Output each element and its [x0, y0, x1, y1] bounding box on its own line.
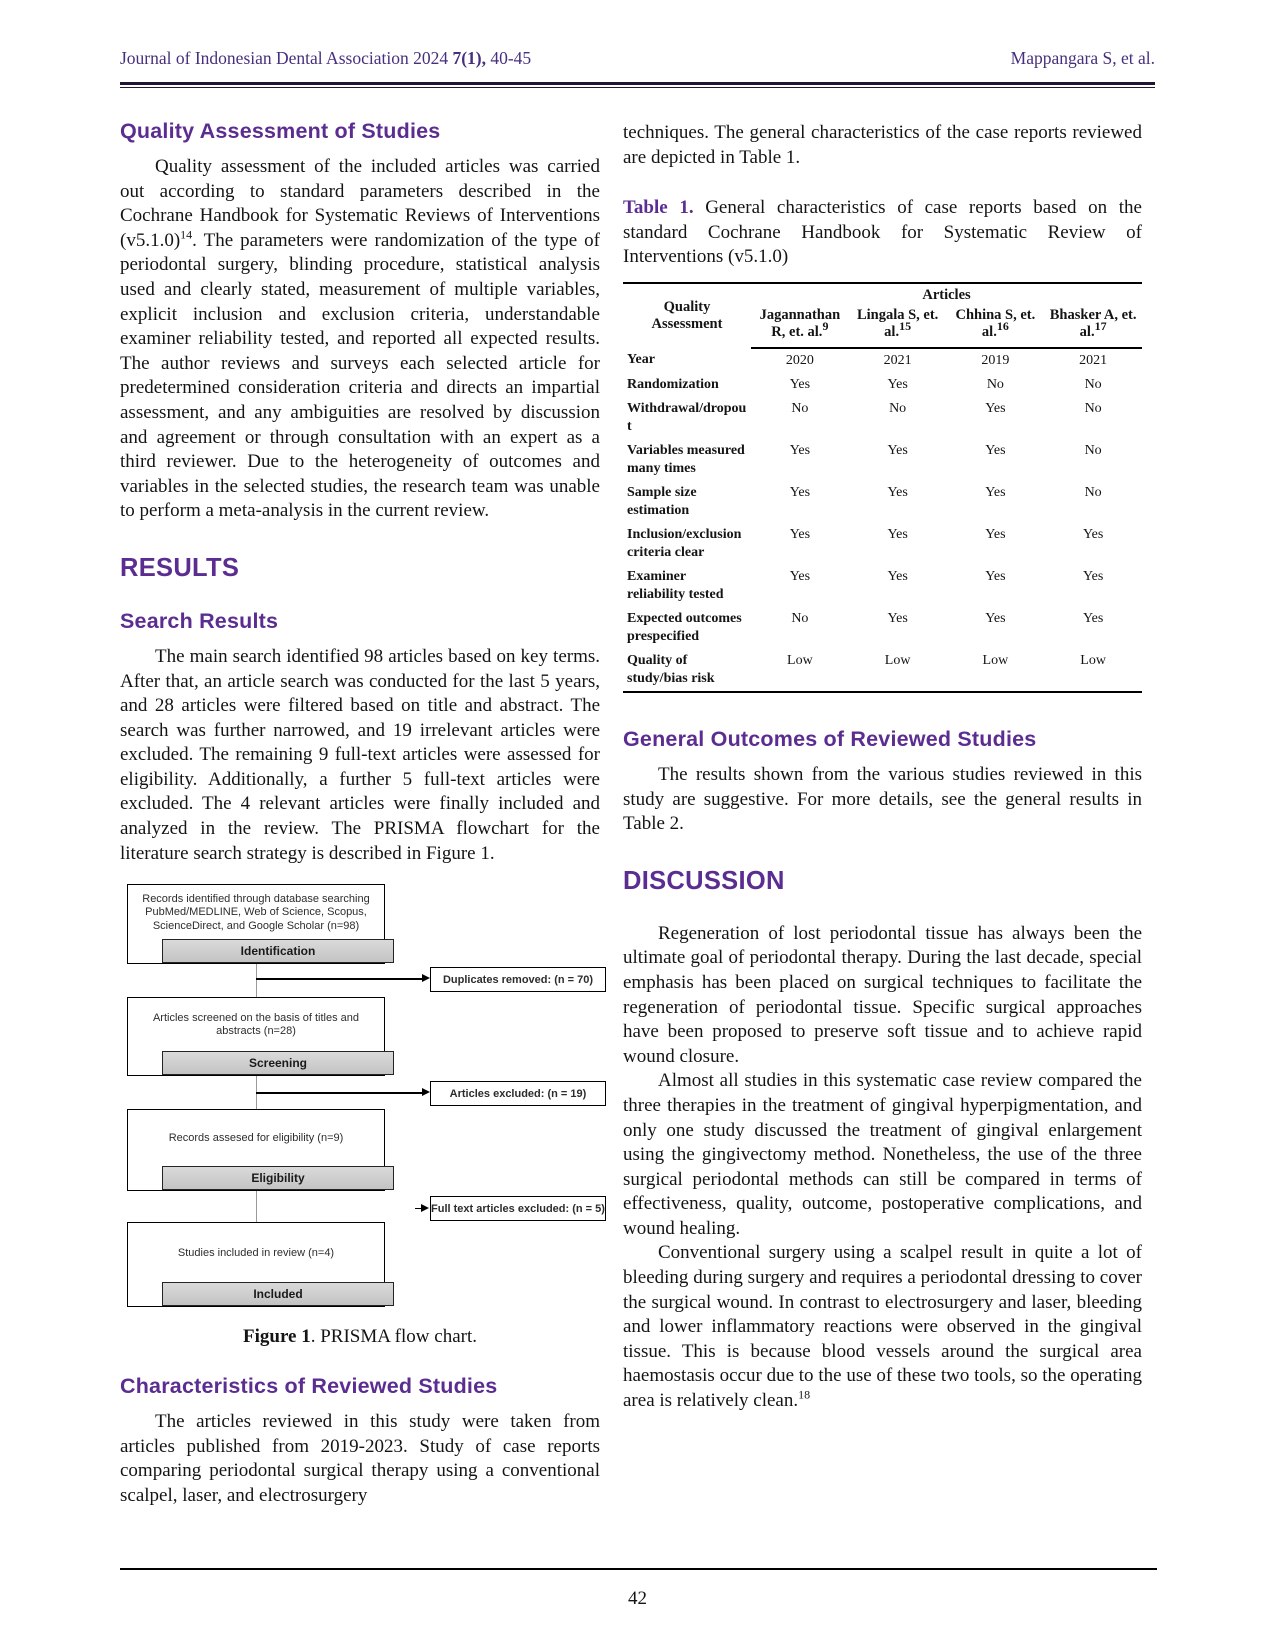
- article-name: Chhina S, et. al.: [955, 306, 1036, 340]
- paragraph-intro-continuation: techniques. The general characteristics of the case reports reviewed are depicted in Table 1.: [623, 122, 1142, 168]
- paragraph-text: Quality assessment of the included articles was carried out according to standard parameters described in the Cochrane Handbook for Systematic Reviews of Interventions (v5.1.0): [120, 156, 600, 251]
- table-row: [623, 373, 1142, 397]
- superscript-ref: 15: [899, 319, 912, 334]
- row-label: Withdrawal/dropout: [627, 400, 747, 434]
- page-number: 42: [628, 1588, 647, 1609]
- header-rule-thick: [120, 82, 1155, 85]
- cell-value: Yes: [985, 568, 1006, 584]
- table-row: [623, 348, 1142, 373]
- cell-value: No: [1084, 376, 1102, 392]
- right-column: [623, 115, 1142, 1509]
- cell-value: Yes: [1082, 568, 1104, 584]
- journal-pages: 40-45: [485, 48, 532, 68]
- cell-value: Yes: [887, 484, 908, 500]
- cell-value: Yes: [887, 526, 908, 542]
- stage-bar-screening: Screening: [162, 1051, 394, 1075]
- column-group-header-articles: Articles: [922, 286, 971, 303]
- superscript-ref: 18: [798, 1387, 811, 1402]
- column-header-article-2: [849, 304, 947, 348]
- side-box-duplicates-removed: Duplicates removed: (n = 70): [430, 967, 606, 992]
- cell-value: Yes: [789, 484, 811, 500]
- figure-caption-text: . PRISMA flow chart.: [310, 1326, 477, 1348]
- heading-discussion: DISCUSSION: [623, 866, 785, 895]
- cell-value: Yes: [887, 376, 908, 392]
- cell-value: Low: [1080, 652, 1106, 668]
- row-label: Expected outcomes prespecified: [627, 610, 742, 644]
- stage-bar-identification: Identification: [162, 939, 394, 963]
- row-label: Year: [627, 351, 655, 367]
- cell-value: Yes: [985, 442, 1006, 458]
- table-row: [623, 607, 1142, 649]
- table-quality-assessment: [623, 282, 1142, 693]
- row-label: Examiner reliability tested: [627, 568, 724, 602]
- row-label: Variables measured many times: [627, 442, 745, 476]
- stage-bar-included: Included: [162, 1282, 394, 1306]
- side-box-fulltext-excluded: Full text articles excluded: (n = 5): [430, 1196, 606, 1221]
- cell-value: Yes: [789, 526, 811, 542]
- cell-value: Yes: [985, 526, 1006, 542]
- paragraph-quality-assessment: [120, 155, 600, 524]
- cell-value: 2019: [981, 352, 1010, 368]
- table-row: [623, 565, 1142, 607]
- cell-value: Low: [982, 652, 1009, 668]
- journal-reference: [120, 48, 531, 69]
- paragraph-search-results: The main search identified 98 articles based on key terms. After that, an article search was conducted for the last 5 years, and 28 articles were filtered based on title and abstract. The search was further narrowed, and 19 irrelevant articles were excluded. The remaining 9 full-text articles were assessed for eligibility. Additionally, a further 5 full-text articles were excluded. The 4 relevant articles were finally included and analyzed in the review. The PRISMA flowchart for the literature search strategy is described in Figure 1.: [120, 645, 600, 864]
- heading-quality-assessment: Quality Assessment of Studies: [120, 119, 441, 143]
- table-row: [623, 439, 1142, 481]
- cell-value: No: [986, 376, 1004, 392]
- row-label: Randomization: [627, 376, 719, 392]
- superscript-ref: 14: [180, 227, 193, 242]
- paragraph-text: Conventional surgery using a scalpel result in quite a lot of bleeding during surgery and requires a periodontal dressing to cover the surgical wound. In contrast to electrosurgery and laser, bleeding and lower inflammatory reactions were observed in the gingival tissue. This is because blood vessels around the surgical area haemostasis occur due to the use of these two tools, so the operating area is relatively clean.: [623, 1242, 1142, 1412]
- cell-value: No: [1084, 400, 1102, 416]
- table-header-group-row: [623, 283, 1142, 304]
- heading-characteristics: Characteristics of Reviewed Studies: [120, 1374, 498, 1399]
- header-row: [120, 48, 1155, 69]
- cell-value: 2021: [883, 352, 912, 368]
- cell-value: Yes: [887, 442, 908, 458]
- cell-value: Yes: [887, 568, 908, 584]
- row-label: Quality of study/bias risk: [627, 652, 715, 686]
- cell-value: Yes: [985, 610, 1006, 626]
- cell-value: Yes: [789, 568, 811, 584]
- arrow-head: [421, 1204, 429, 1212]
- table-caption-text: General characteristics of case reports based on the standard Cochrane Handbook for Systematic Review of Interventions (v5.1.0): [623, 197, 1142, 268]
- table-row: [623, 649, 1142, 692]
- table-row: [623, 523, 1142, 565]
- superscript-ref: 9: [822, 319, 829, 334]
- cell-value: No: [791, 400, 809, 416]
- arrow-head: [422, 974, 430, 982]
- flow-box-text: Articles screened on the basis of titles and abstracts (n=28): [152, 1011, 360, 1038]
- column-header-quality-assessment: Quality Assessment: [651, 298, 723, 332]
- figure-caption: [120, 1326, 600, 1348]
- cell-value: Low: [787, 652, 813, 668]
- side-box-articles-excluded: Articles excluded: (n = 19): [430, 1081, 606, 1106]
- cell-value: Yes: [985, 484, 1006, 500]
- cell-value: 2020: [785, 352, 814, 368]
- cell-value: Yes: [985, 400, 1006, 416]
- arrow-head: [422, 1088, 430, 1096]
- page-header: [120, 0, 1155, 88]
- row-label: Sample size estimation: [627, 484, 697, 518]
- column-header-article-3: [947, 304, 1045, 348]
- paragraph-discussion-3: [623, 1241, 1142, 1413]
- two-column-layout: [120, 115, 1162, 1509]
- superscript-ref: 16: [996, 319, 1009, 334]
- paragraph-characteristics: The articles reviewed in this study were taken from articles published from 2019-2023. Study of case reports comparing periodontal surgical therapy using a conventional scalpel, laser, and electrosurgery: [120, 1411, 600, 1507]
- paragraph-discussion-2: Almost all studies in this systematic case review compared the three therapies in the treatment of gingival hyperpigmentation, and only one study discussed the treatment of gingival enlargement using the gingivectomy method. Nonetheless, the use of the three surgical periodontal methods can still be compared in terms of effectiveness, quality, outcome, postoperative complications, and wound healing.: [623, 1070, 1142, 1239]
- paragraph-discussion-1: Regeneration of lost periodontal tissue has always been the ultimate goal of periodontal therapy. During the last decade, special emphasis has been placed on surgical techniques to facilitate the regeneration of periodontal tissue. Specific surgical approaches have been proposed to preserve soft tissue and to achieve rapid wound closure.: [623, 922, 1142, 1067]
- arrow-line: [256, 1092, 422, 1094]
- article-name: Bhasker A, et. al.: [1049, 306, 1137, 340]
- heading-general-outcomes: General Outcomes of Reviewed Studies: [623, 726, 1037, 751]
- running-authors: Mappangara S, et al.: [1010, 48, 1155, 68]
- stage-bar-eligibility: Eligibility: [162, 1166, 394, 1190]
- column-header-article-4: [1044, 304, 1142, 348]
- cell-value: No: [1084, 442, 1102, 458]
- cell-value: No: [889, 400, 907, 416]
- flow-box-text: Records identified through database searching PubMed/MEDLINE, Web of Science, Scopus, ScienceDirect, and Google Scholar (n=98): [142, 892, 370, 932]
- flow-box-included: [127, 1222, 385, 1307]
- cell-value: Yes: [789, 376, 811, 392]
- flow-box-text: Studies included in review (n=4): [177, 1246, 335, 1259]
- article-name: Jagannathan R, et. al.: [759, 306, 841, 340]
- flow-box-screening: [127, 997, 385, 1076]
- prisma-flowchart: [127, 884, 613, 1308]
- flow-box-identification: [127, 884, 385, 964]
- flow-box-text: Records assesed for eligibility (n=9): [168, 1132, 344, 1144]
- table-label: Table 1.: [623, 197, 694, 219]
- cell-value: 2021: [1079, 352, 1108, 368]
- paragraph-general-outcomes: The results shown from the various studies reviewed in this study are suggestive. For more details, see the general results in Table 2.: [623, 763, 1142, 835]
- table-row: [623, 481, 1142, 523]
- superscript-ref: 17: [1094, 319, 1107, 334]
- header-rule-thin: [120, 87, 1155, 88]
- table-row: [623, 397, 1142, 439]
- table-caption: [623, 196, 1142, 270]
- cell-value: Yes: [887, 610, 908, 626]
- cell-value: Yes: [1082, 610, 1104, 626]
- connector-line: [256, 1191, 257, 1222]
- left-column: [120, 115, 605, 1509]
- column-header-article-1: [751, 304, 849, 348]
- footer-rule: [120, 1568, 1157, 1570]
- journal-title: Journal of Indonesian Dental Association 2024: [120, 48, 453, 68]
- connector-line: [256, 964, 257, 997]
- paragraph-text: . The parameters were randomization of the type of periodontal surgery, blinding procedure, statistical analysis used and clearly stated, measurement of multiple variables, explicit inclusion and exclusion criteria, understandable examiner reliability tested, and reported all expected results. The author reviews and surveys each selected article for predetermined consideration criteria and directs an impartial assessment, and any ambiguities are resolved by discussion and agreement or through consultation with an expert as a third reviewer. Due to the heterogeneity of outcomes and variables in the selected studies, the research team was unable to perform a meta-analysis in the current review.: [120, 229, 600, 522]
- figure-label: Figure 1: [243, 1326, 311, 1348]
- article-name: Lingala S, et. al.: [856, 306, 939, 340]
- arrow-line: [256, 978, 422, 980]
- cell-value: Yes: [1082, 526, 1104, 542]
- cell-value: No: [1084, 484, 1102, 500]
- journal-issue: 7(1),: [452, 48, 486, 68]
- row-label: Inclusion/exclusion criteria clear: [627, 526, 742, 560]
- cell-value: No: [791, 610, 809, 626]
- heading-results: RESULTS: [120, 553, 240, 582]
- flow-box-eligibility: [127, 1109, 385, 1191]
- heading-search-results: Search Results: [120, 608, 279, 633]
- cell-value: Yes: [789, 442, 811, 458]
- cell-value: Low: [884, 652, 911, 668]
